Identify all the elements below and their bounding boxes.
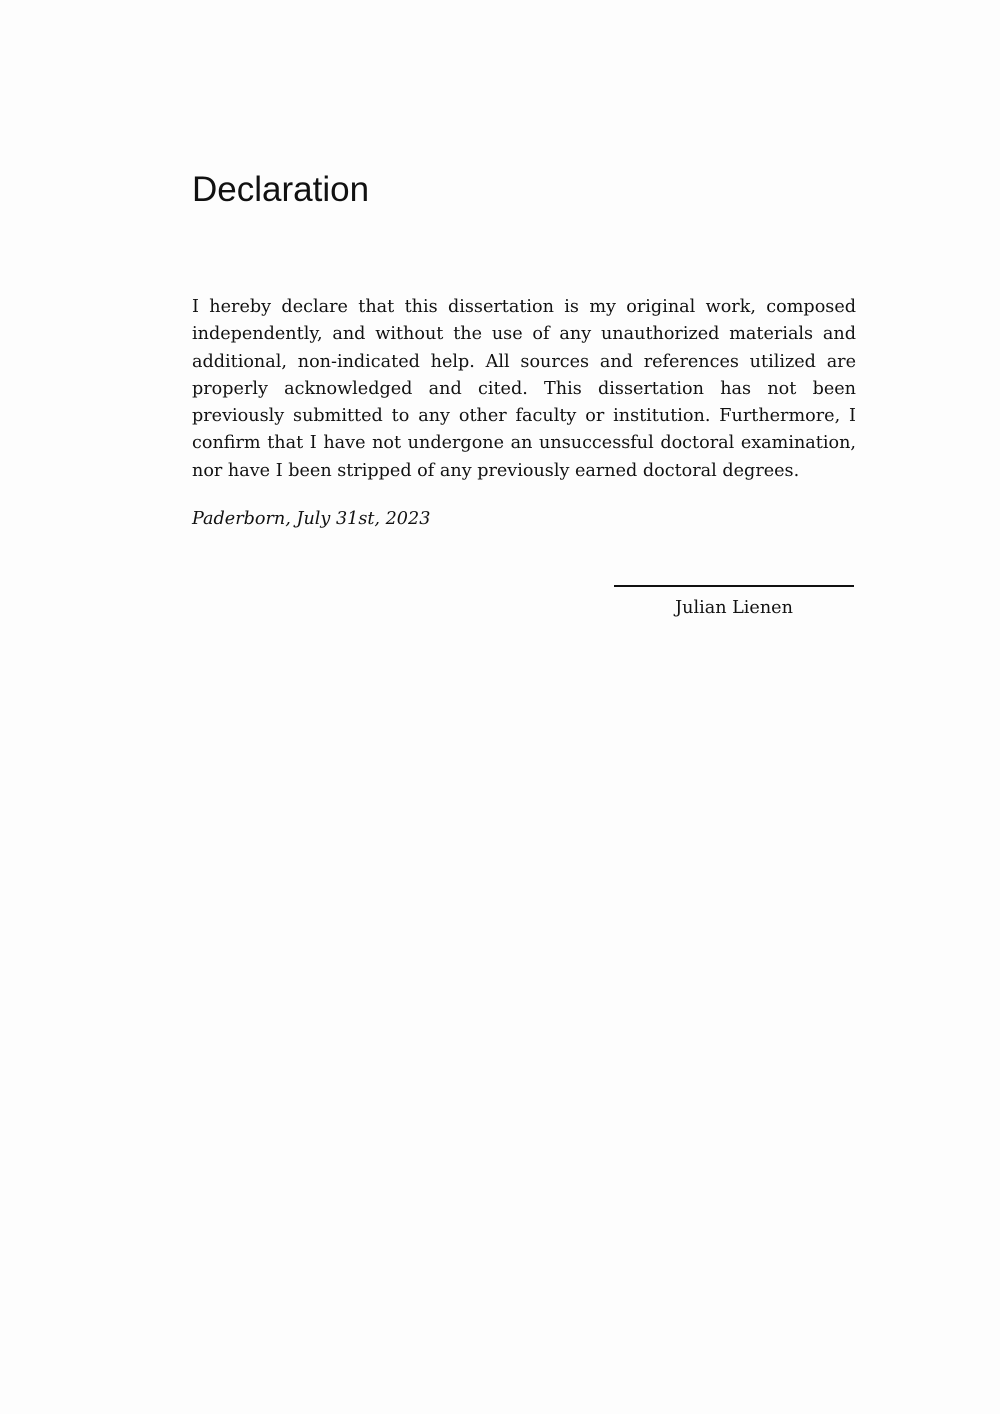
place-and-date: Paderborn, July 31st, 2023 (192, 509, 431, 529)
signature-line (614, 585, 854, 587)
declaration-text: I hereby declare that this dissertation is my original work, composed independently, and without the use of any unauthorized materials and additional, non-indicated help. All sources and references utilized are properly acknowledged and cited. This dissertation has not been previously submitted to any other faculty or institution. Furthermore, I confirm that I have not undergone an unsuccessful doctoral examination, nor have I been stripped of any previously earned doctoral degrees. (192, 297, 856, 481)
page-title: Declaration (192, 170, 370, 209)
signer-name: Julian Lienen (675, 598, 793, 618)
